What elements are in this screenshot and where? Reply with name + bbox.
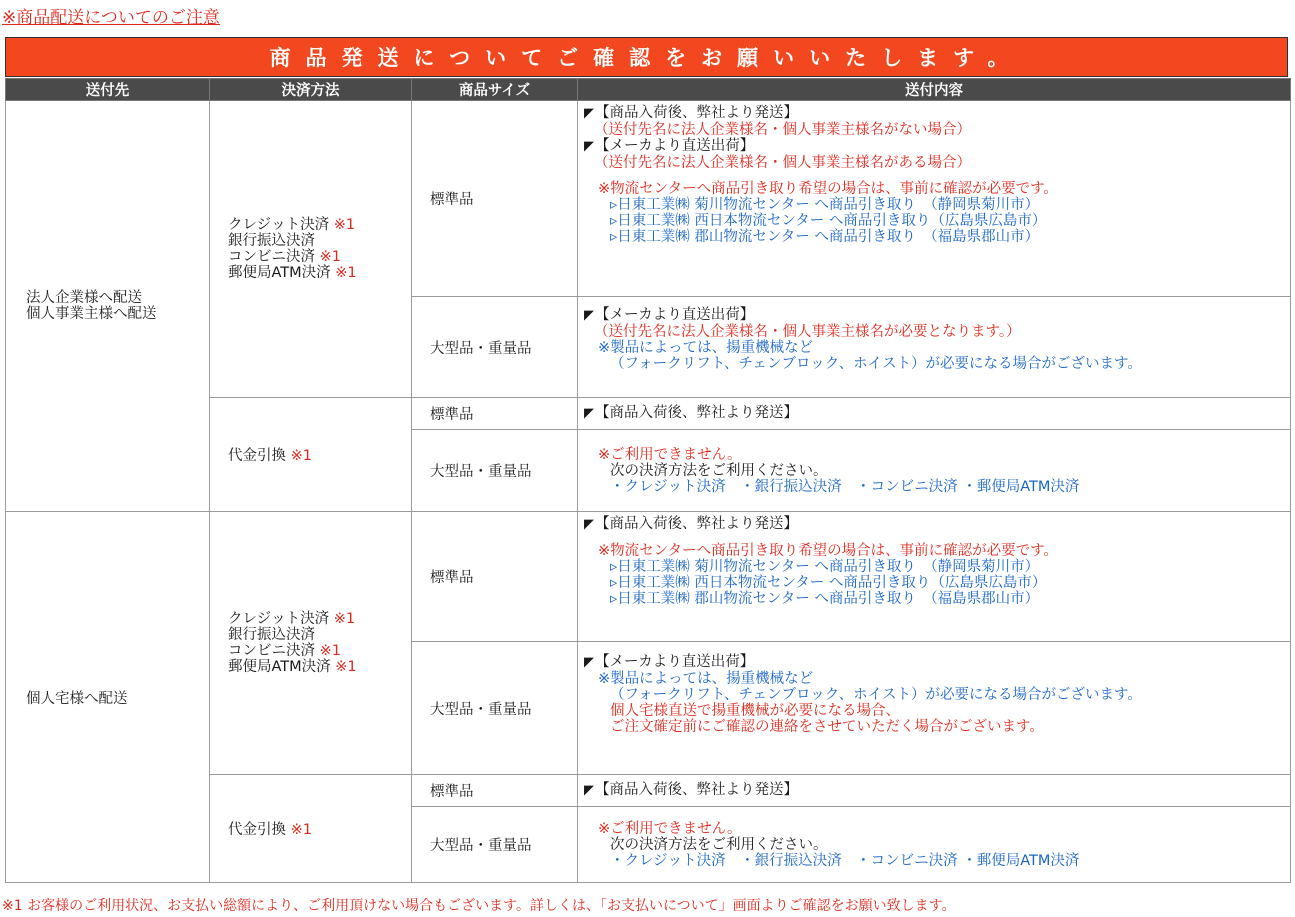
size-large: 大型品・重量品 xyxy=(412,430,578,512)
size-standard: 標準品 xyxy=(412,512,578,642)
table-header-row xyxy=(6,79,1291,101)
content-cell: ◤【メーカより直送出荷】 （送付先名に法人企業様名・個人事業主様名が必要となります。） ※製品によっては、揚重機械など （フォークリフト、チェンブロック、ホイスト）が必要になる場合がございます。 xyxy=(578,297,1291,398)
corner-marker-icon: ◤ xyxy=(584,139,594,154)
destination-personal: 個人宅様へ配送 xyxy=(6,512,210,883)
corner-marker-icon: ◤ xyxy=(584,655,594,670)
payment-methods-group: クレジット決済 ※1 銀行振込決済 コンビニ決済 ※1 郵便局ATM決済 ※1 xyxy=(210,101,412,398)
size-large: 大型品・重量品 xyxy=(412,642,578,775)
content-cell: ◤【メーカより直送出荷】 ※製品によっては、揚重機械など （フォークリフト、チェンブロック、ホイスト）が必要になる場合がございます。 個人宅様直送で揚重機械が必要になる場合、 ご注文確定前にご確認の連絡をさせていただく場合がございます。 xyxy=(578,642,1291,775)
content-cell: ※ご利用できません。 次の決済方法をご利用ください。 ・クレジット決済 ・銀行振込決済 ・コンビニ決済 ・郵便局ATM決済 xyxy=(578,807,1291,883)
corner-marker-icon: ◤ xyxy=(584,106,594,121)
size-large: 大型品・重量品 xyxy=(412,807,578,883)
payment-cod: 代金引換 ※1 xyxy=(210,398,412,512)
content-cell: ※ご利用できません。 次の決済方法をご利用ください。 ・クレジット決済 ・銀行振込決済 ・コンビニ決済 ・郵便局ATM決済 xyxy=(578,430,1291,512)
size-large: 大型品・重量品 xyxy=(412,297,578,398)
corner-marker-icon: ◤ xyxy=(584,783,594,798)
content-cell: ◤【商品入荷後、弊社より発送】 xyxy=(578,398,1291,430)
payment-methods-group: クレジット決済 ※1 銀行振込決済 コンビニ決済 ※1 郵便局ATM決済 ※1 xyxy=(210,512,412,775)
column-header-payment: 決済方法 xyxy=(210,79,412,101)
size-standard: 標準品 xyxy=(412,775,578,807)
column-header-content: 送付内容 xyxy=(578,79,1291,101)
confirmation-banner: 商品発送についてご確認をお願いいたします。 xyxy=(5,37,1288,77)
shipping-table xyxy=(5,78,1291,883)
corner-marker-icon: ◤ xyxy=(584,517,594,532)
shipping-notice-heading[interactable]: ※商品配送についてのご注意 xyxy=(2,8,220,28)
column-header-destination: 送付先 xyxy=(6,79,210,101)
content-cell: ◤【商品入荷後、弊社より発送】 xyxy=(578,775,1291,807)
size-standard: 標準品 xyxy=(412,398,578,430)
table-row xyxy=(6,101,1291,297)
size-standard: 標準品 xyxy=(412,101,578,297)
table-row xyxy=(6,512,1291,642)
corner-marker-icon: ◤ xyxy=(584,308,594,323)
column-header-size: 商品サイズ xyxy=(412,79,578,101)
destination-corporate: 法人企業様へ配送 個人事業主様へ配送 xyxy=(6,101,210,512)
payment-footnote: ※1 お客様のご利用状況、お支払い総額により、ご利用頂けない場合もございます。詳しくは、「お支払いについて」画面よりご確認をお願い致します。 xyxy=(2,898,956,914)
content-cell: ◤【商品入荷後、弊社より発送】 ※物流センターへ商品引き取り希望の場合は、事前に確認が必要です。 ▹日東工業㈱ 菊川物流センター へ商品引き取り （静岡県菊川市） ▹日東工業㈱ 西日本物流センター へ商品引き取り（広島県広島市） ▹日東工業㈱ 郡山物流センター へ商品引き取り （福島県郡山市） xyxy=(578,512,1291,642)
content-cell: ◤【商品入荷後、弊社より発送】 （送付先名に法人企業様名・個人事業主様名がない場合） ◤【メーカより直送出荷】 （送付先名に法人企業様名・個人事業主様名がある場合） ※物流センターへ商品引き取り希望の場合は、事前に確認が必要です。 ▹日東工業㈱ 菊川物流センター へ商品引き取り （静岡県菊川市） ▹日東工業㈱ 西日本物流センター へ商品引き取り（広島県広島市） ▹日東工業㈱ 郡山物流センター へ商品引き取り （福島県郡山市） xyxy=(578,101,1291,297)
payment-cod: 代金引換 ※1 xyxy=(210,775,412,883)
corner-marker-icon: ◤ xyxy=(584,406,594,421)
